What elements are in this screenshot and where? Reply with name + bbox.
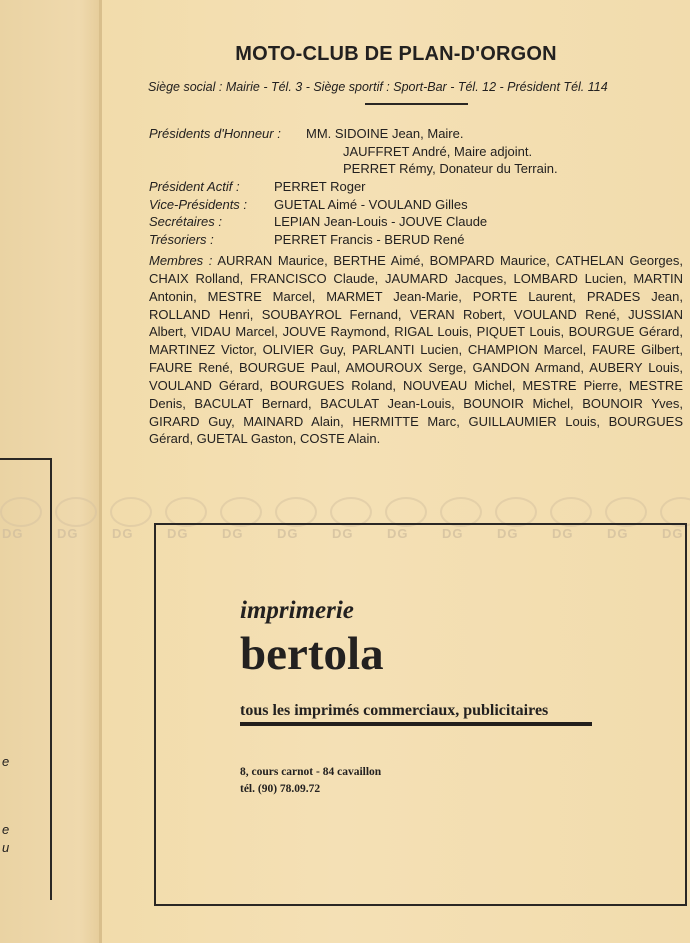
role-label: Président Actif : xyxy=(149,179,240,194)
title-divider xyxy=(365,103,468,105)
club-subtitle: Siège social : Mairie - Tél. 3 - Siège sportif : Sport-Bar - Tél. 12 - Président Tél. 114 xyxy=(148,80,608,94)
watermark-text: DG xyxy=(222,526,244,541)
advertisement-name: bertola xyxy=(240,628,384,680)
members-label: Membres : xyxy=(149,253,213,268)
watermark-text: DG xyxy=(552,526,574,541)
advertisement-phone: tél. (90) 78.09.72 xyxy=(240,783,321,795)
members-paragraph xyxy=(149,252,683,448)
watermark-text: DG xyxy=(332,526,354,541)
honour-line: MM. SIDOINE Jean, Maire. xyxy=(306,126,464,141)
watermark-text: DG xyxy=(497,526,519,541)
watermark-logo xyxy=(0,495,52,547)
watermark-text: DG xyxy=(442,526,464,541)
watermark-text: DG xyxy=(112,526,134,541)
watermark-circle xyxy=(0,497,42,527)
watermark-text: DG xyxy=(2,526,24,541)
role-value: PERRET Francis - BERUD René xyxy=(274,232,465,247)
watermark-text: DG xyxy=(662,526,684,541)
role-value: GUETAL Aimé - VOULAND Gilles xyxy=(274,197,468,212)
role-label: Secrétaires : xyxy=(149,214,222,229)
watermark-circle xyxy=(55,497,97,527)
honour-label: Présidents d'Honneur : xyxy=(149,126,281,141)
left-page-fragment: e xyxy=(2,754,10,769)
left-page-fragment: u xyxy=(2,840,10,855)
club-title: MOTO-CLUB DE PLAN-D'ORGON xyxy=(235,43,557,65)
advertisement-address: 8, cours carnot - 84 cavaillon xyxy=(240,766,382,778)
role-label: Trésoriers : xyxy=(149,232,214,247)
role-value: PERRET Roger xyxy=(274,179,366,194)
honour-line: PERRET Rémy, Donateur du Terrain. xyxy=(343,161,558,176)
watermark-logo xyxy=(51,495,107,547)
left-page-fragment: e xyxy=(2,822,10,837)
honour-line: JAUFFRET André, Maire adjoint. xyxy=(343,144,533,159)
advertisement-rule xyxy=(240,722,592,726)
advertisement-kicker: imprimerie xyxy=(240,597,354,624)
members-list: AURRAN Maurice, BERTHE Aimé, BOMPARD Maurice, CATHELAN Georges, CHAIX Rolland, FRANCISCO Claude, JAUMARD Jacques, LOMBARD Lucien, MARTIN Antonin, MESTRE Marcel, MARMET Jean-Marie, PORTE Laurent, PRADES Jean, ROLLAND Henri, SOUBAYROL Fernand, VERAN Robert, VOULAND René, JUSSIAN Albert, VIDAU Marcel, JOUVE Raymond, RIGAL Louis, PIQUET Louis, BOURGUE Gérard, MARTINEZ Victor, OLIVIER Guy, PARLANTI Lucien, CHAMPION Marcel, FAURE Gilbert, FAURE René, BOURGUE Paul, AMOUROUX Serge, GANDON Armand, AUBERY Louis, VOULAND Gérard, BOURGUES Roland, NOUVEAU Michel, MESTRE Pierre, MESTRE Denis, BACULAT Bernard, BACULAT Jean-Louis, BOUNOIR Michel, BOUNOIR Yves, GIRARD Guy, MAINARD Alain, HERMITTE Marc, GUILLAUMIER Louis, BOURGUES Gérard, GUETAL Gaston, COSTE Alain. xyxy=(149,253,683,447)
watermark-text: DG xyxy=(57,526,79,541)
advertisement-top-rule xyxy=(154,523,686,525)
role-label: Vice-Présidents : xyxy=(149,197,248,212)
watermark-text: DG xyxy=(167,526,189,541)
advertisement-tagline: tous les imprimés commerciaux, publicitaires xyxy=(240,702,549,719)
role-value: LEPIAN Jean-Louis - JOUVE Claude xyxy=(274,214,488,229)
watermark-text: DG xyxy=(607,526,629,541)
watermark-text: DG xyxy=(277,526,299,541)
watermark-text: DG xyxy=(387,526,409,541)
watermark-circle xyxy=(110,497,152,527)
